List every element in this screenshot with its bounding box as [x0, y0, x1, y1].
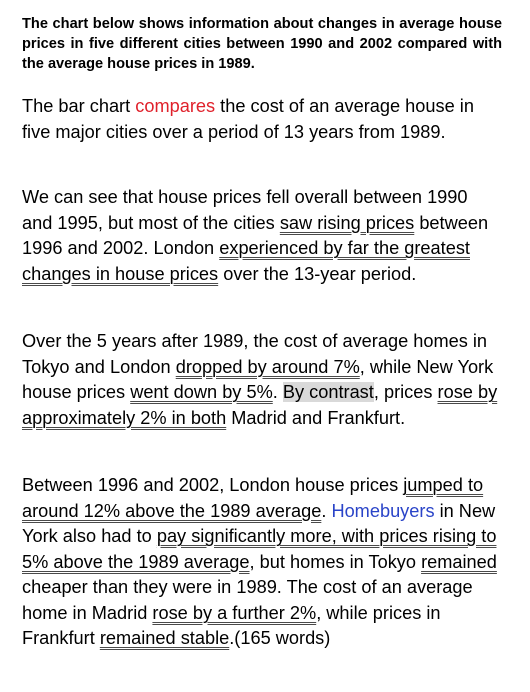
text: Between 1996 and 2002, London house prices	[22, 475, 404, 495]
text: Over the 5 years after 1989, the cost of average homes in Tokyo and London	[22, 331, 488, 377]
paragraph-1990-1995	[22, 329, 498, 431]
highlighted-phrase-by-contrast: By contrast	[282, 382, 374, 402]
underlined-phrase: jumped to around 12% above the 1989 average	[22, 475, 484, 521]
underlined-phrase: pay significantly more, with prices rising to 5% above the 1989 average	[22, 526, 497, 572]
text: in New York also had to	[22, 500, 496, 546]
text: over the 13-year period.	[218, 263, 417, 284]
text: Madrid and Frankfurt.	[226, 407, 406, 428]
underlined-phrase: rose by a further 2%	[152, 602, 317, 623]
underlined-phrase: dropped by around 7%	[175, 356, 360, 377]
text: between 1996 and 2002. London	[22, 212, 489, 258]
highlight-word-compares: compares	[135, 96, 216, 116]
underlined-phrase: saw rising prices	[279, 212, 415, 233]
text: We can see that house prices fell overall between 1990 and 1995, but most of the cities	[22, 187, 468, 233]
highlight-word-homebuyers: Homebuyers	[331, 500, 435, 521]
text: The bar chart	[22, 96, 136, 116]
underlined-phrase: remained	[421, 551, 497, 572]
paragraph-overview	[22, 185, 498, 287]
text: , prices	[373, 382, 438, 402]
underlined-phrase: experienced by far the greatest changes in house prices	[22, 238, 470, 284]
underlined-phrase: rose by approximately 2% in both	[22, 382, 498, 428]
text: the cost of an average house in five major cities over a period of 13 years from 1989.	[22, 96, 474, 142]
text: , while prices in Frankfurt	[22, 602, 441, 648]
underlined-phrase: went down by 5%	[130, 382, 273, 402]
underlined-phrase: remained stable	[99, 628, 230, 648]
task-prompt: The chart below shows information about changes in average house prices in five different cities between 1990 and 2002 compared with the average house prices in 1989.	[22, 16, 502, 72]
text: , but homes in Tokyo	[249, 551, 422, 572]
paragraph-1996-2002	[22, 473, 498, 652]
paragraph-intro	[22, 94, 498, 145]
text: .	[272, 382, 283, 402]
text: .(165 words)	[229, 628, 331, 648]
text: , while New York house prices	[22, 356, 494, 402]
text: cheaper than they were in 1989. The cost of an average home in Madrid	[22, 577, 473, 623]
text: .	[321, 500, 332, 521]
